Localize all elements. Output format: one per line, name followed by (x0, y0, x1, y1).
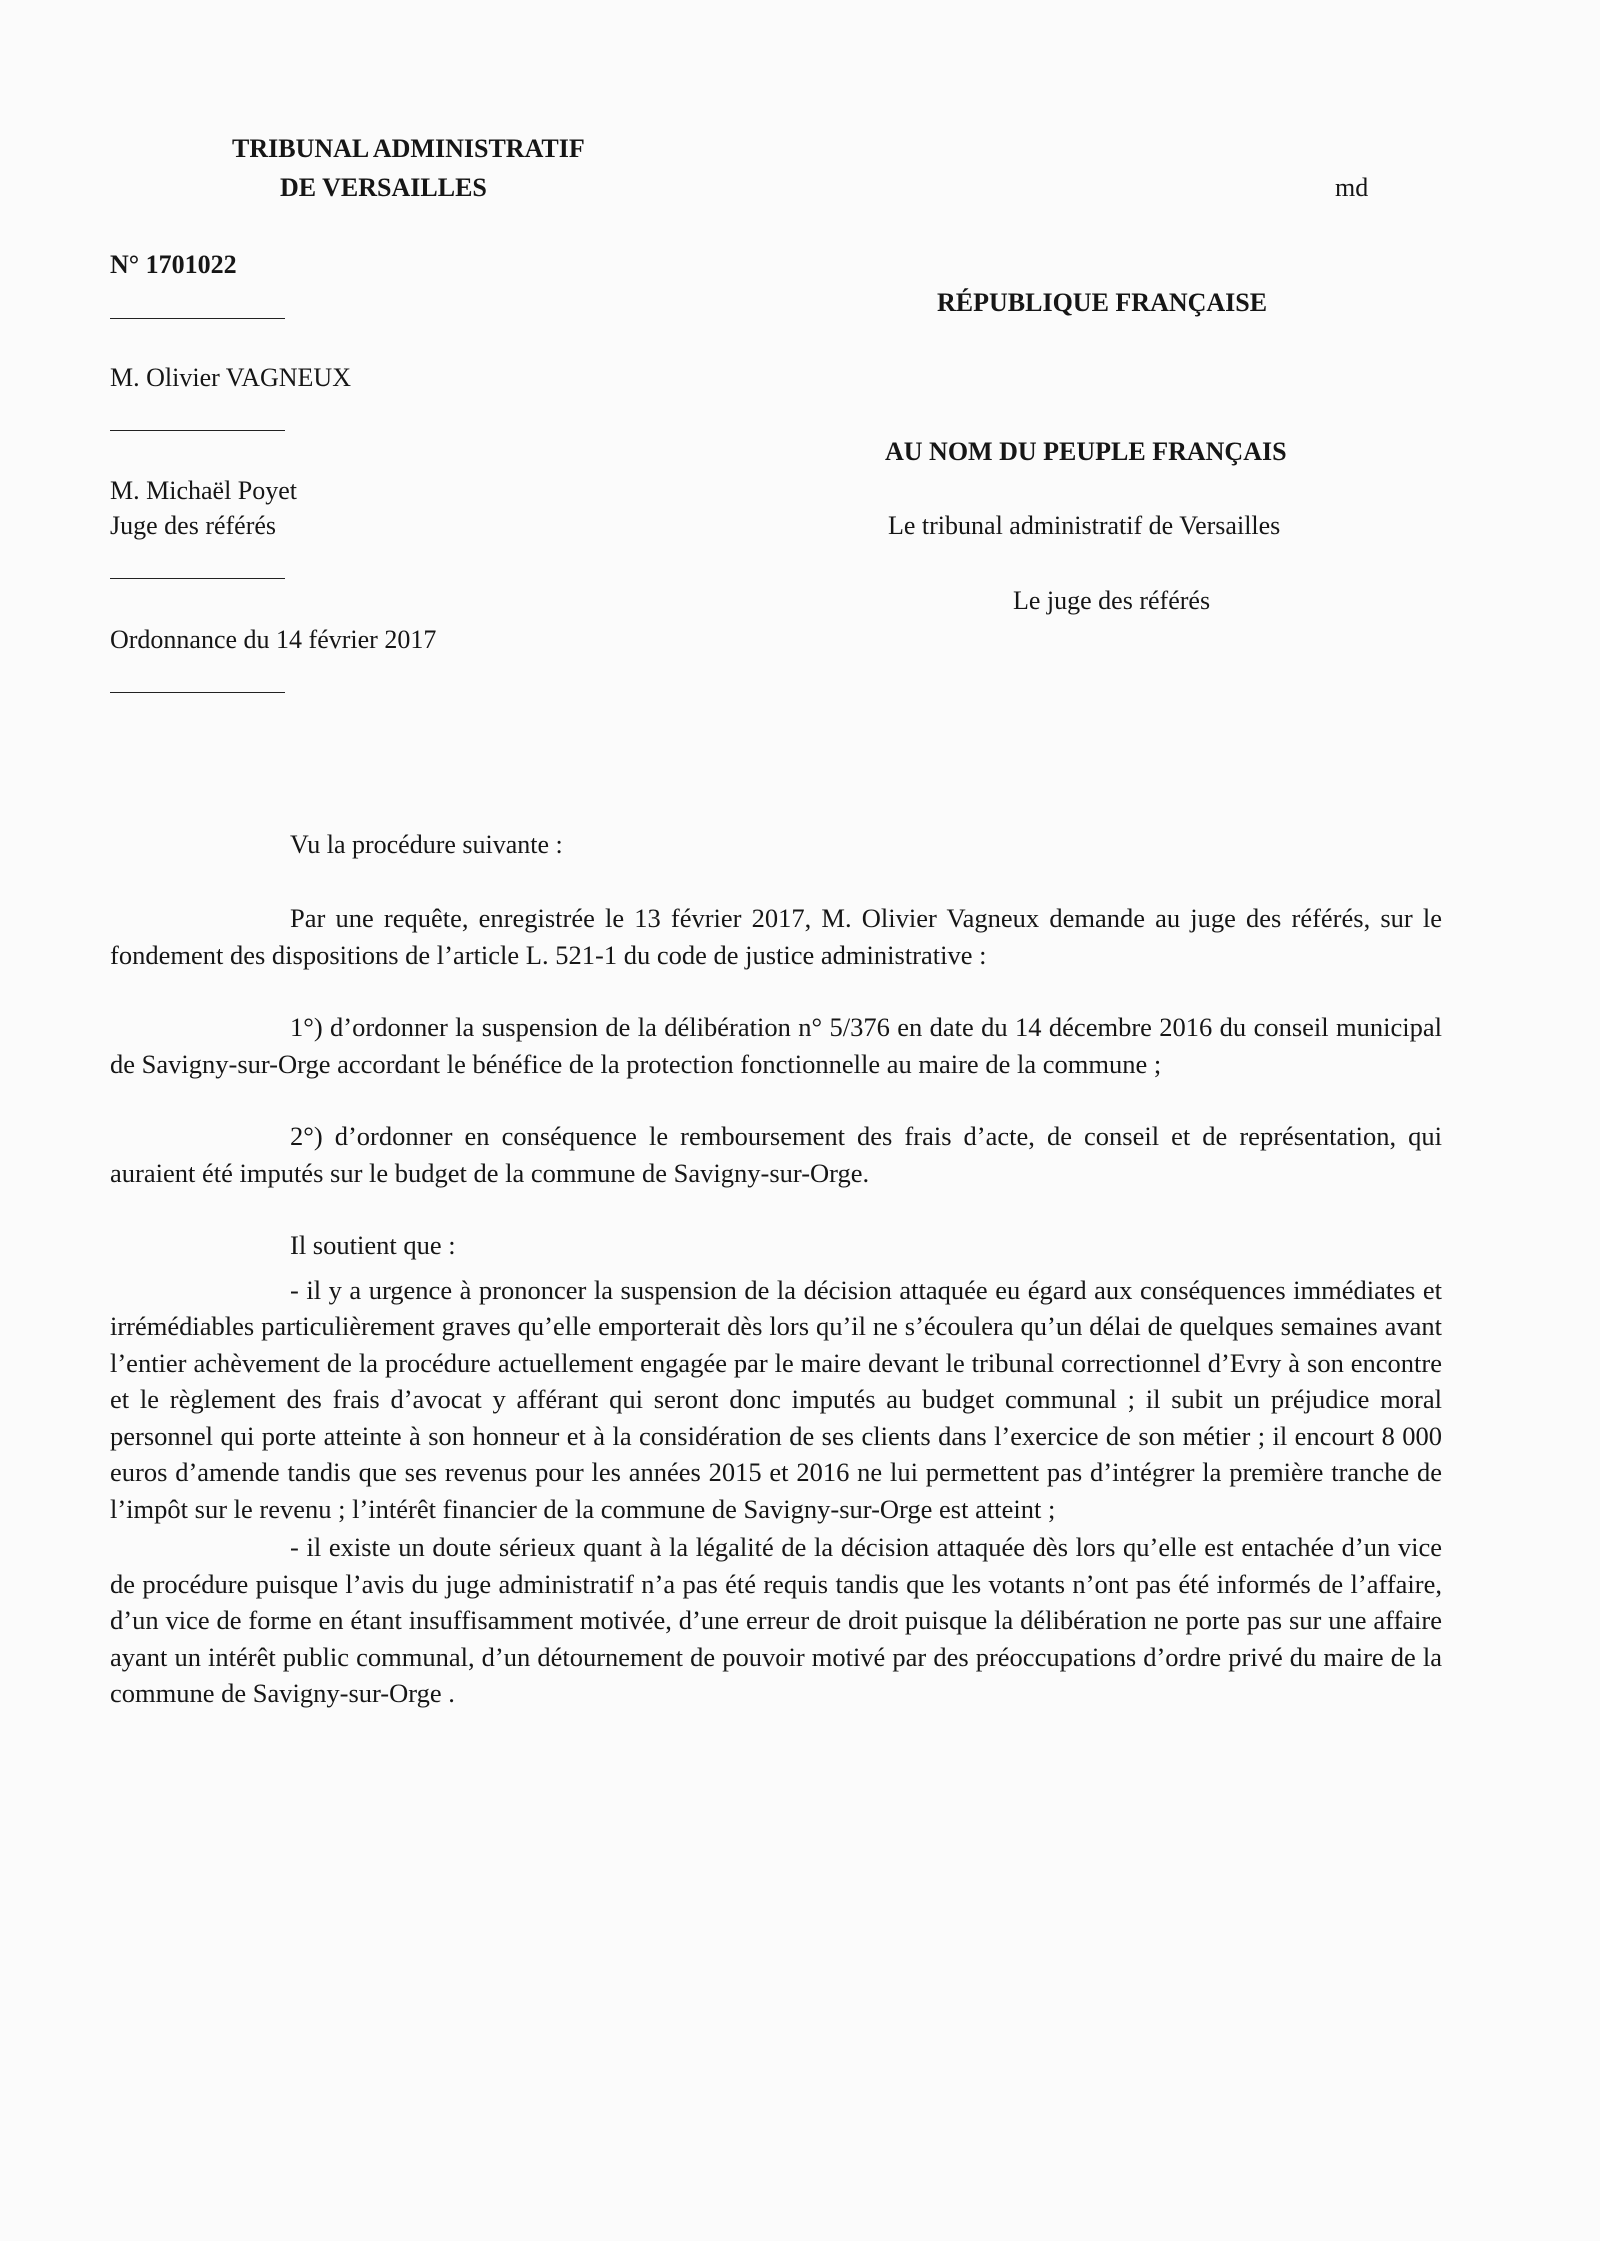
referee-line: Le juge des référés (1013, 586, 1211, 615)
argument-legality: - il existe un doute sérieux quant à la légalité de la décision attaquée dès lors qu’elle est entachée d’un vice de procédure puisque l’avis du juge administratif n’a pas été requis tandis que les votants n’ont pas été informés de l’affaire, d’un vice de forme en étant insuffisamment motivée, d’une erreur de droit puisque la délibération ne porte pas sur une affaire ayant un intérêt public communal, d’un détournement de pouvoir motivé par des préoccupations d’ordre privé du maire de la commune de Savigny-sur-Orge . (110, 1532, 1442, 1708)
in-the-name-heading: AU NOM DU PEUPLE FRANÇAIS (885, 437, 1287, 466)
body-text (110, 885, 1442, 1712)
republic-heading: RÉPUBLIQUE FRANÇAISE (937, 288, 1268, 317)
petitioner-name: M. Olivier VAGNEUX (110, 363, 351, 392)
clerk-initials: md (1335, 173, 1369, 202)
point-2-paragraph: 2°) d’ordonner en conséquence le remboursement des frais d’acte, de conseil et de représentation, qui auraient été imputés sur le budget de la commune de Savigny-sur-Orge. (110, 1121, 1442, 1188)
court-name-line2: DE VERSAILLES (280, 173, 487, 202)
judge-title: Juge des référés (110, 511, 277, 540)
court-name-line1: TRIBUNAL ADMINISTRATIF (232, 134, 585, 163)
separator-rule (110, 318, 285, 319)
separator-rule (110, 692, 285, 693)
judge-name: M. Michaël Poyet (110, 476, 298, 505)
separator-rule (110, 430, 285, 431)
request-paragraph: Par une requête, enregistrée le 13 février 2017, M. Olivier Vagneux demande au juge des référés, sur le fondement des dispositions de l’article L. 521-1 du code de justice administrative : (110, 903, 1442, 970)
order-date: Ordonnance du 14 février 2017 (110, 625, 437, 654)
argument-urgency: - il y a urgence à prononcer la suspension de la décision attaquée eu égard aux conséquences immédiates et irrémédiables particulièrement graves qu’elle emporterait dès lors qu’il ne s’écoulera qu’un délai de quelques semaines avant l’entier achèvement de la procédure actuellement engagée par le maire devant le tribunal correctionnel d’Evry à son encontre et le règlement des frais d’avocat y afférant qui seront donc imputés au budget communal ; il subit un préjudice moral personnel qui porte atteinte à son honneur et à la considération de ses clients dans l’exercice de son métier ; il encourt 8 000 euros d’amende tandis que ses revenus pour les années 2015 et 2016 ne lui permettent pas d’intégrer la première tranche de l’impôt sur le revenu ; l’intérêt financier de la commune de Savigny-sur-Orge est atteint ; (110, 1274, 1442, 1524)
tribunal-line: Le tribunal administratif de Versailles (888, 511, 1281, 540)
case-number: N° 1701022 (110, 250, 237, 279)
point-1-paragraph: 1°) d’ordonner la suspension de la délibération n° 5/376 en date du 14 décembre 2016 du conseil municipal de Savigny-sur-Orge accordant le bénéfice de la protection fonctionnelle au maire de la commune ; (110, 1012, 1442, 1079)
separator-rule (110, 578, 285, 579)
argues-intro: Il soutient que : (290, 1230, 456, 1260)
procedure-intro: Vu la procédure suivante : (290, 830, 563, 859)
